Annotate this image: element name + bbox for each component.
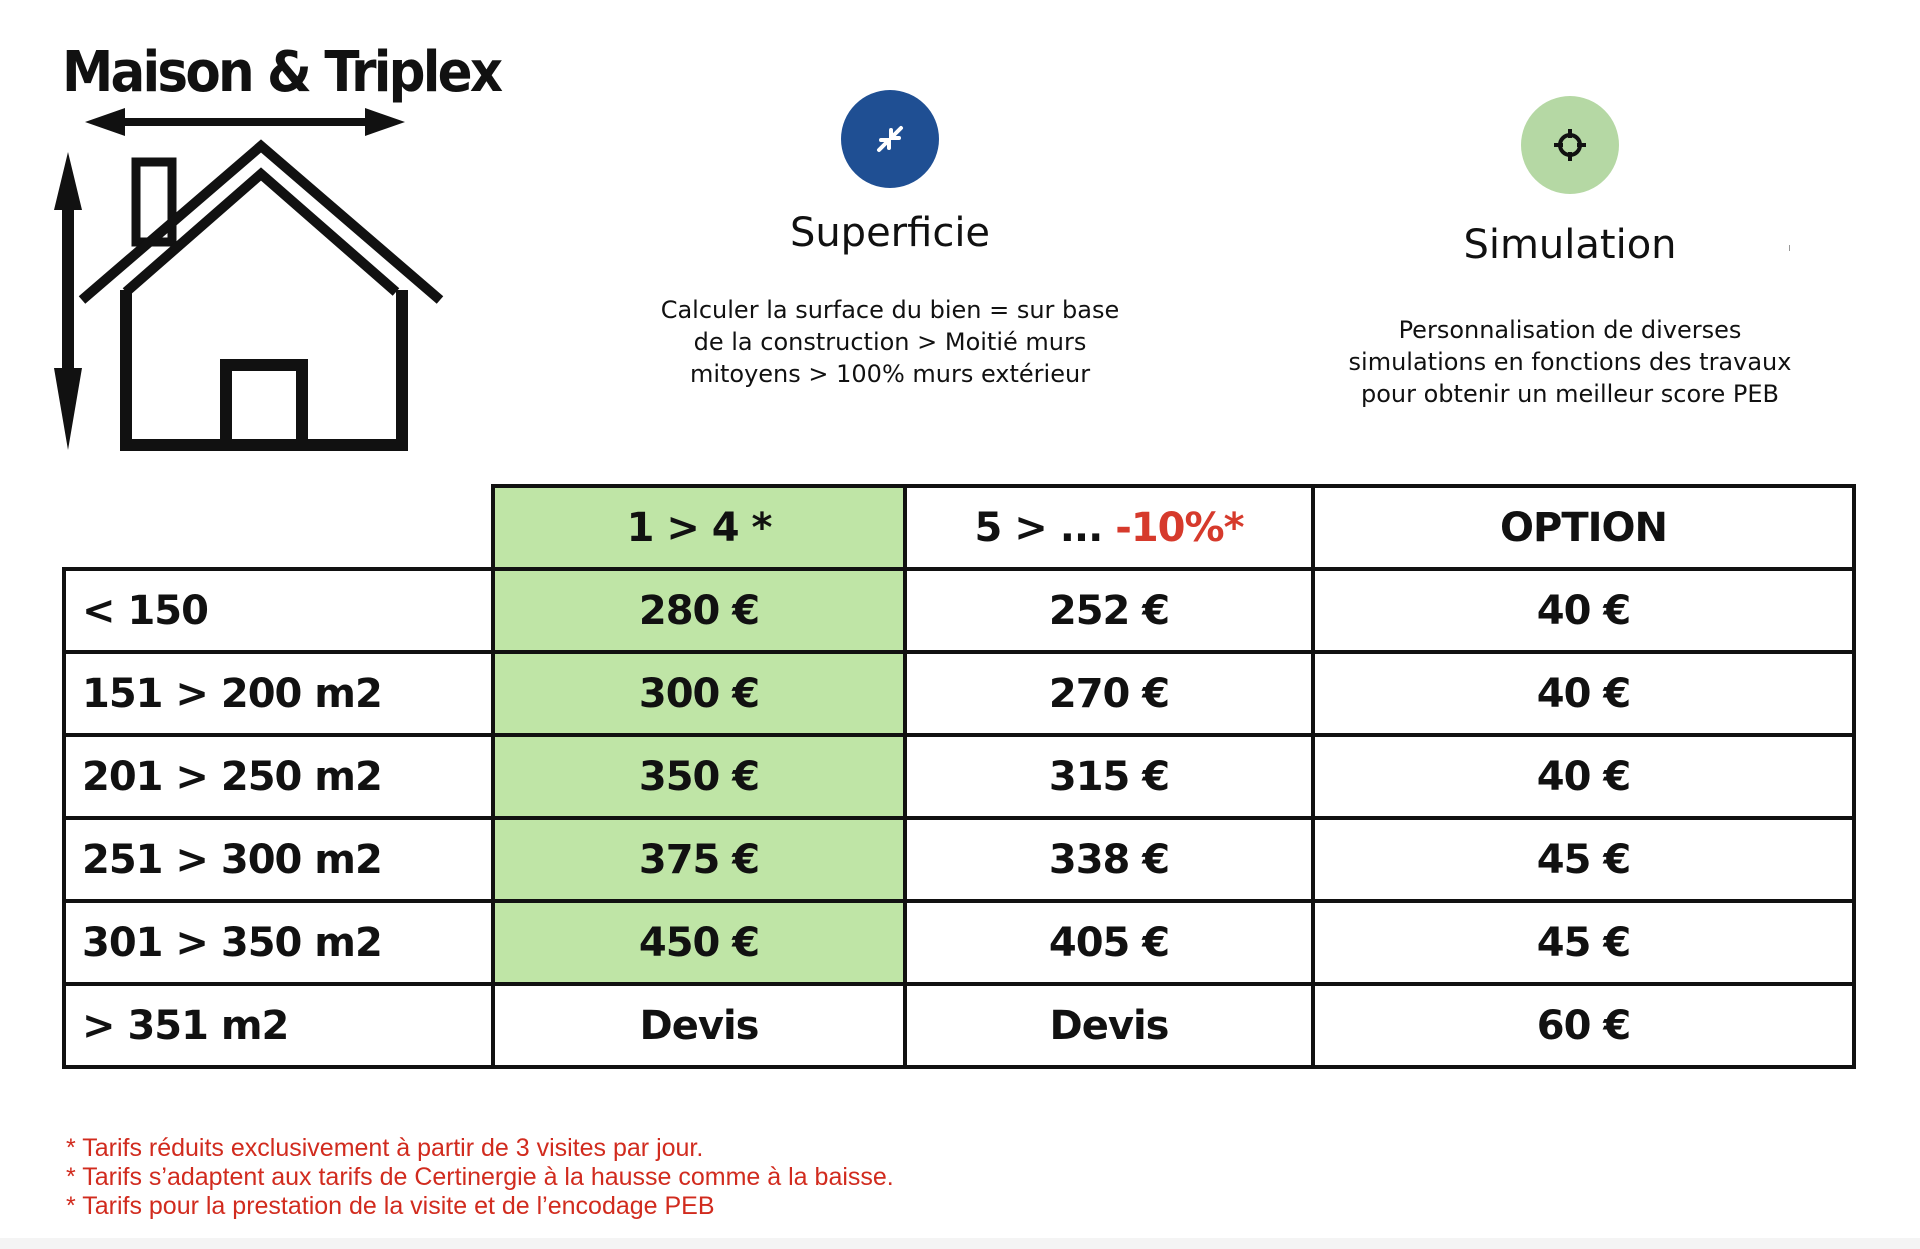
surface-range-cell: 251 > 300 m2 [64,818,493,901]
superficie-badge [841,90,939,188]
feature-superficie [640,90,1140,390]
surface-range-cell: 201 > 250 m2 [64,735,493,818]
compress-icon [870,119,910,159]
price-5-plus-cell: 270 € [905,652,1313,735]
surface-range-cell: < 150 [64,569,493,652]
surface-range-cell: 151 > 200 m2 [64,652,493,735]
price-1-4-cell: 375 € [493,818,905,901]
simulation-badge [1521,96,1619,194]
superficie-desc-line: Calculer la surface du bien = sur base [660,296,1120,324]
table-header-row [64,486,1854,569]
simulation-desc-line: pour obtenir un meilleur score PEB [1361,380,1779,408]
footnote: * Tarifs réduits exclusivement à partir de 3 visites par jour. [66,1134,704,1162]
table-corner-cell [64,486,493,569]
header-5-plus-visits [905,486,1313,569]
superficie-desc-line: de la construction > Moitié murs [693,328,1087,356]
simulation-title: Simulation [1463,222,1677,268]
logo-title: Maison & Triplex [62,40,501,105]
surface-range-cell: 301 > 350 m2 [64,901,493,984]
footnotes [66,1134,894,1221]
price-5-plus-cell: 338 € [905,818,1313,901]
price-1-4-cell: 300 € [493,652,905,735]
footnote: * Tarifs s’adaptent aux tarifs de Certinergie à la hausse comme à la baisse. [66,1163,894,1191]
header-5-plus-label: 5 > ... [974,504,1116,551]
header-option: OPTION [1313,486,1854,569]
table-row [64,901,1854,984]
superficie-title: Superficie [789,210,991,256]
decorative-mark [1789,245,1790,251]
superficie-description [640,294,1140,390]
table-row [64,984,1854,1067]
price-1-4-cell: 350 € [493,735,905,818]
table-row [64,652,1854,735]
quote-cell: Devis [493,984,905,1067]
option-price-cell: 40 € [1313,569,1854,652]
simulation-desc-line: Personnalisation de diverses [1398,316,1742,344]
superficie-desc-line: mitoyens > 100% murs extérieur [689,360,1091,388]
table-row [64,569,1854,652]
price-5-plus-cell: 405 € [905,901,1313,984]
feature-simulation [1320,96,1820,410]
price-5-plus-cell: 252 € [905,569,1313,652]
price-5-plus-cell: 315 € [905,735,1313,818]
pricing-table [62,484,1856,1069]
simulation-desc-line: simulations en fonctions des travaux [1348,348,1792,376]
bottom-band [0,1238,1920,1249]
simulation-description [1320,314,1820,410]
house-icon [40,100,460,460]
option-price-cell: 40 € [1313,735,1854,818]
quote-cell: Devis [905,984,1313,1067]
footnote: * Tarifs pour la prestation de la visite et de l’encodage PEB [66,1192,715,1220]
option-price-cell: 45 € [1313,901,1854,984]
option-price-cell: 45 € [1313,818,1854,901]
price-1-4-cell: 450 € [493,901,905,984]
price-1-4-cell: 280 € [493,569,905,652]
table-row [64,818,1854,901]
table-row [64,735,1854,818]
header-1-4-visits: 1 > 4 * [493,486,905,569]
option-price-cell: 60 € [1313,984,1854,1067]
surface-range-cell: > 351 m2 [64,984,493,1067]
crosshair-icon [1550,125,1590,165]
discount-label: -10%* [1115,504,1244,551]
option-price-cell: 40 € [1313,652,1854,735]
